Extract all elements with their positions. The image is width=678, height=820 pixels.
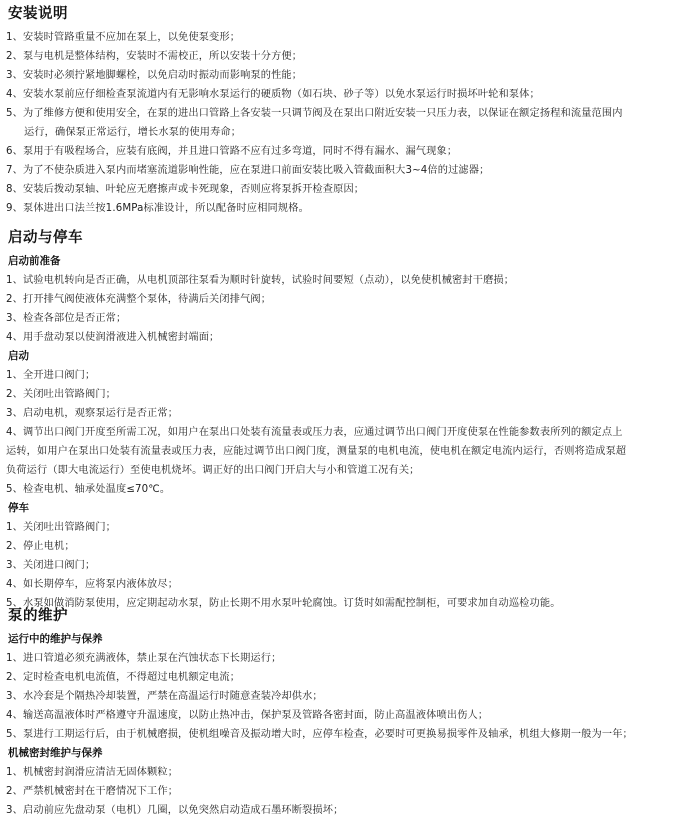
start-item: 5、检查电机、轴承处温度≤70℃。 (6, 484, 171, 495)
seal-item: 2、严禁机械密封在干磨情况下工作； (6, 786, 179, 797)
prep-list (6, 271, 674, 347)
install-item: 2、泵与电机是整体结构，安装时不需校正，所以安装十分方便； (6, 51, 303, 62)
install-item: 5、为了维修方便和使用安全，在泵的进出口管路上各安装一只调节阀及在泵出口附近安装一只压力表，以保证在额定扬程和流量范围内 运行，确保泵正常运行，增长水泵的使用寿命； (6, 108, 623, 138)
start-list (6, 366, 674, 499)
prep-item: 3、检查各部位是否正常； (6, 313, 127, 324)
start-item: 2、关闭吐出管路阀门； (6, 389, 117, 400)
running-list (6, 649, 674, 744)
stop-item: 5、水泵如做消防泵使用，应定期起动水泵，防止长期不用水泵叶轮腐蚀。订货时如需配控制柜，可要求加自动巡检功能。 (6, 598, 561, 609)
stop-item: 3、关闭进口阀门； (6, 560, 96, 571)
prep-item: 4、用手盘动泵以使润滑液进入机械密封端面； (6, 332, 220, 343)
start-subtitle: 启动 (8, 350, 29, 362)
start-item: 1、全开进口阀门； (6, 370, 96, 381)
prep-subtitle: 启动前准备 (8, 255, 61, 267)
running-item: 2、定时检查电机电流值，不得超过电机额定电流； (6, 672, 241, 683)
install-item: 9、泵体进出口法兰按1.6MPa标准设计，所以配备时应相同规格。 (6, 203, 309, 214)
running-item: 3、水冷套是个隔热冷却装置，严禁在高温运行时随意查装冷却供水； (6, 691, 323, 702)
install-item: 7、为了不使杂质进入泵内而堵塞流道影响性能，应在泵进口前面安装比吸入管截面积大3~4倍的过滤器； (6, 165, 490, 176)
stop-list (6, 518, 674, 613)
startup-section (6, 226, 674, 613)
maintenance-section (6, 604, 674, 820)
install-item: 4、安装水泵前应仔细检查泵流道内有无影响水泵运行的硬质物（如石块、砂子等）以免水泵运行时损坏叶轮和泵体； (6, 89, 540, 100)
seal-item: 3、启动前应先盘动泵（电机）几圈，以免突然启动造成石墨环断裂损坏； (6, 805, 344, 816)
prep-item: 1、试验电机转向是否正确，从电机顶部往泵看为顺时针旋转，试验时间要短（点动），以免使机械密封干磨损； (6, 275, 515, 286)
running-item: 4、输送高温液体时严格遵守升温速度，以防止热冲击，保护泵及管路各密封面，防止高温液体喷出伤人； (6, 710, 489, 721)
start-item: 3、启动电机，观察泵运行是否正常； (6, 408, 179, 419)
maintenance-title: 泵的维护 (8, 608, 68, 624)
running-item: 5、泵进行工期运行后，由于机械磨损，使机组噪音及振动增大时，应停车检查，必要时可更换易损零件及轴承，机组大修期一般为一年； (6, 729, 633, 740)
stop-item: 4、如长期停车，应将泵内液体放尽； (6, 579, 179, 590)
running-item: 1、进口管道必须充满液体，禁止泵在汽蚀状态下长期运行； (6, 653, 282, 664)
start-item: 4、调节出口阀门开度至所需工况，如用户在泵出口处装有流量表或压力表，应通过调节出口阀门开度使泵在性能参数表所列的额定点上 运转，如用户在泵出口处装有流量表或压力表，应能过调节出口阀门度，测量泵的电机电流，使电机在额定电流内运行，否则将造成泵超 负荷运行（即大电流运行）至使电机烧坏。调正好的出口阀门开启大与小和管道工况有关； (6, 427, 627, 476)
install-item: 6、泵用于有吸程场合，应装有底阀，并且进口管路不应有过多弯道，同时不得有漏水、漏气现象； (6, 146, 458, 157)
install-item: 8、安装后拨动泵轴、叶轮应无磨擦声或卡死现象，否则应将泵拆开检查原因； (6, 184, 365, 195)
prep-item: 2、打开排气阀使液体充满整个泵体，待满后关闭排气阀； (6, 294, 272, 305)
seal-list (6, 763, 674, 820)
stop-item: 2、停止电机； (6, 541, 75, 552)
running-subtitle: 运行中的维护与保养 (8, 633, 103, 645)
seal-subtitle: 机械密封维护与保养 (8, 747, 103, 759)
install-item: 3、安装时必须拧紧地脚螺栓，以免启动时振动而影响泵的性能； (6, 70, 303, 81)
install-section (6, 2, 674, 218)
install-list (6, 28, 674, 218)
install-item: 1、安装时管路重量不应加在泵上，以免使泵变形； (6, 32, 241, 43)
seal-item: 1、机械密封润滑应清洁无固体颗粒； (6, 767, 179, 778)
stop-subtitle: 停车 (8, 502, 29, 514)
stop-item: 1、关闭吐出管路阀门； (6, 522, 117, 533)
install-title: 安装说明 (8, 6, 68, 22)
startup-title: 启动与停车 (8, 230, 83, 246)
